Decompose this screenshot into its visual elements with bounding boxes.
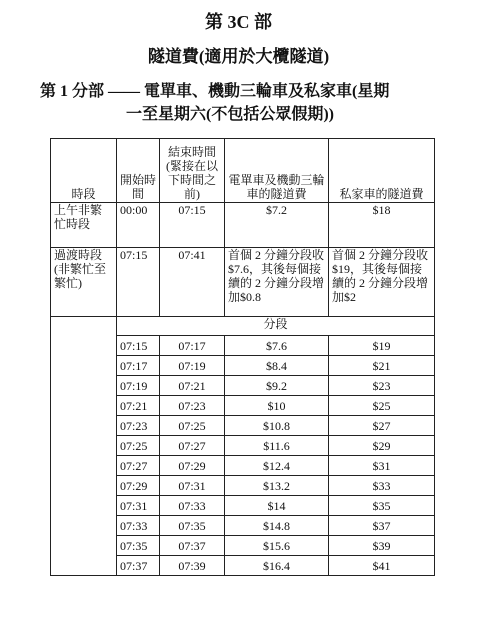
- cell-start: 07:17: [117, 356, 160, 376]
- cell-start: 07:37: [117, 556, 160, 576]
- cell-motorcycle: $9.2: [225, 376, 329, 396]
- cell-start: 07:15: [117, 336, 160, 356]
- cell-private_car: $25: [329, 396, 435, 416]
- cell-start: 07:33: [117, 516, 160, 536]
- cell-private_car: $35: [329, 496, 435, 516]
- cell-empty: [51, 376, 117, 396]
- cell-empty: [51, 317, 117, 336]
- header-end-time: 結束時間(緊接在以下時間之前): [160, 139, 225, 203]
- cell-end: 07:41: [160, 248, 225, 317]
- cell-empty: [51, 356, 117, 376]
- cell-motorcycle: $15.6: [225, 536, 329, 556]
- table-row: [51, 556, 435, 576]
- cell-private_car: $39: [329, 536, 435, 556]
- cell-private_car: $29: [329, 436, 435, 456]
- cell-motorcycle: $10.8: [225, 416, 329, 436]
- cell-end: 07:25: [160, 416, 225, 436]
- cell-start: 07:27: [117, 456, 160, 476]
- subtitle-line-2: 一至星期六(不包括公眾假期)): [126, 106, 334, 123]
- cell-private_car: $21: [329, 356, 435, 376]
- cell-start: 07:25: [117, 436, 160, 456]
- cell-private-car-toll: 首個 2 分鐘分段收$19，其後每個接續的 2 分鐘分段增加$2: [329, 248, 435, 317]
- table-row-transition: [51, 248, 435, 317]
- cell-motorcycle: $10: [225, 396, 329, 416]
- segment-label: 分段: [117, 317, 435, 336]
- cell-empty: [51, 396, 117, 416]
- cell-empty: [51, 516, 117, 536]
- table-row: [51, 436, 435, 456]
- cell-empty: [51, 336, 117, 356]
- header-period: 時段: [51, 139, 117, 203]
- cell-private_car: $33: [329, 476, 435, 496]
- table-row: [51, 416, 435, 436]
- cell-end: 07:33: [160, 496, 225, 516]
- cell-start: 07:21: [117, 396, 160, 416]
- cell-empty: [51, 496, 117, 516]
- cell-private_car: $37: [329, 516, 435, 536]
- table-row: [51, 456, 435, 476]
- header-start-time: 開始時間: [117, 139, 160, 203]
- cell-empty: [51, 536, 117, 556]
- cell-end: 07:39: [160, 556, 225, 576]
- cell-end: 07:19: [160, 356, 225, 376]
- cell-end: 07:37: [160, 536, 225, 556]
- header-private-car-toll: 私家車的隧道費: [329, 139, 435, 203]
- header-motorcycle-toll: 電單車及機動三輪車的隧道費: [225, 139, 329, 203]
- cell-start: 07:29: [117, 476, 160, 496]
- cell-end: 07:27: [160, 436, 225, 456]
- cell-motorcycle: $14: [225, 496, 329, 516]
- segment-label-row: [51, 317, 435, 336]
- cell-start: 07:35: [117, 536, 160, 556]
- table-row: [51, 356, 435, 376]
- table-row: [51, 336, 435, 356]
- cell-motorcycle: $7.6: [225, 336, 329, 356]
- cell-motorcycle: $16.4: [225, 556, 329, 576]
- cell-private_car: $19: [329, 336, 435, 356]
- cell-end: 07:29: [160, 456, 225, 476]
- cell-start: 00:00: [117, 203, 160, 248]
- section-title: 隧道費(適用於大欖隧道): [147, 47, 330, 66]
- cell-empty: [51, 556, 117, 576]
- table-row: [51, 496, 435, 516]
- cell-period: 上午非繁忙時段: [51, 203, 117, 248]
- table-row-offpeak: [51, 203, 435, 248]
- cell-empty: [51, 436, 117, 456]
- table-row: [51, 396, 435, 416]
- cell-end: 07:17: [160, 336, 225, 356]
- cell-end: 07:35: [160, 516, 225, 536]
- cell-motorcycle-toll: $7.2: [225, 203, 329, 248]
- cell-empty: [51, 456, 117, 476]
- table-row: [51, 376, 435, 396]
- table-header-row: [51, 139, 435, 203]
- cell-motorcycle: $14.8: [225, 516, 329, 536]
- cell-motorcycle: $13.2: [225, 476, 329, 496]
- cell-private-car-toll: $18: [329, 203, 435, 248]
- cell-private_car: $41: [329, 556, 435, 576]
- cell-end: 07:31: [160, 476, 225, 496]
- cell-private_car: $31: [329, 456, 435, 476]
- cell-start: 07:31: [117, 496, 160, 516]
- cell-motorcycle-toll: 首個 2 分鐘分段收$7.6，其後每個接續的 2 分鐘分段增加$0.8: [225, 248, 329, 317]
- cell-private_car: $23: [329, 376, 435, 396]
- subtitle: [40, 80, 460, 126]
- cell-empty: [51, 476, 117, 496]
- table-row: [51, 476, 435, 496]
- cell-start: 07:23: [117, 416, 160, 436]
- table-row: [51, 516, 435, 536]
- cell-end: 07:23: [160, 396, 225, 416]
- table-row: [51, 536, 435, 556]
- cell-start: 07:15: [117, 248, 160, 317]
- toll-table: [50, 138, 435, 576]
- cell-period: 過渡時段(非繁忙至繁忙): [51, 248, 117, 317]
- cell-empty: [51, 416, 117, 436]
- cell-end: 07:15: [160, 203, 225, 248]
- cell-private_car: $27: [329, 416, 435, 436]
- subtitle-line-1: 第 1 分部 —— 電單車、機動三輪車及私家車(星期: [40, 83, 390, 100]
- cell-motorcycle: $11.6: [225, 436, 329, 456]
- cell-motorcycle: $12.4: [225, 456, 329, 476]
- cell-motorcycle: $8.4: [225, 356, 329, 376]
- part-title: 第 3C 部: [205, 12, 272, 32]
- cell-end: 07:21: [160, 376, 225, 396]
- cell-start: 07:19: [117, 376, 160, 396]
